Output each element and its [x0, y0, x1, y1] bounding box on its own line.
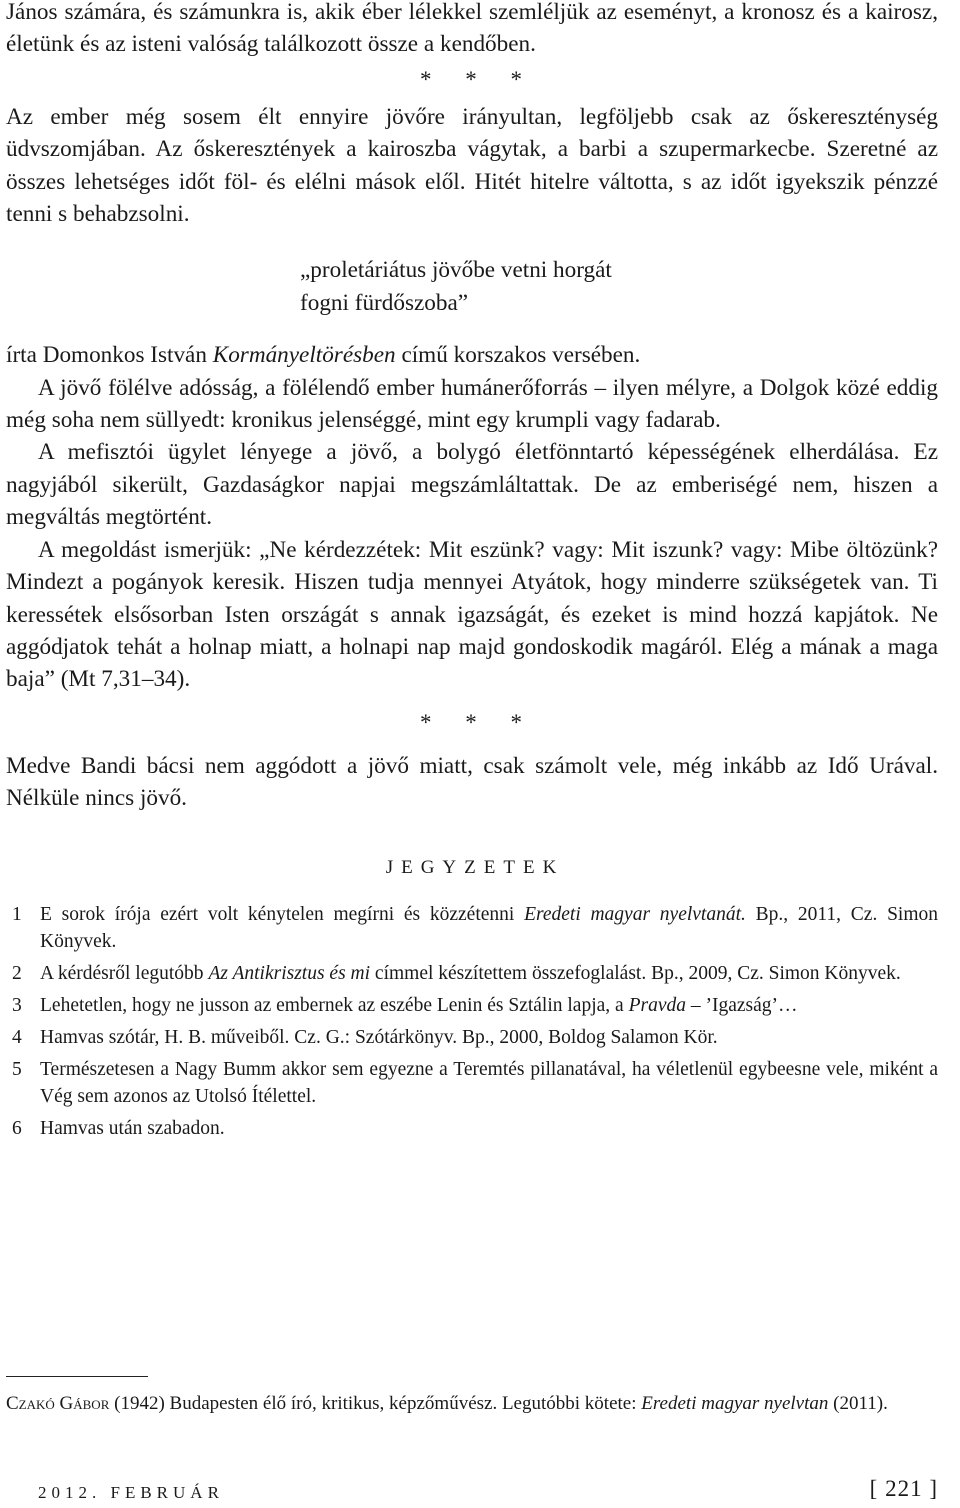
note-text-part: A kérdésről legutóbb: [40, 962, 209, 984]
note-text: [40, 992, 938, 1019]
bio-text: (2011).: [828, 1393, 888, 1414]
bio-text: (1942) Budapesten élő író, kritikus, képzőművész. Legutóbbi kötete:: [109, 1393, 642, 1414]
note-text-part: címmel készítettem összefoglalást. Bp., 2009, Cz. Simon Könyvek.: [370, 962, 901, 984]
author-name: Czakó Gábor: [6, 1393, 110, 1414]
notes-list: [6, 901, 938, 1142]
note-number: 4: [12, 1026, 22, 1048]
note-item: [6, 1056, 938, 1110]
bio-book-title: Eredeti magyar nyelvtan: [641, 1393, 829, 1414]
note-text: [40, 901, 938, 955]
note-text: [40, 1056, 938, 1110]
paragraph: [6, 0, 938, 61]
note-item: [6, 1115, 938, 1142]
note-item: [6, 901, 938, 955]
paragraph-text: írta Domonkos István: [6, 342, 213, 369]
note-item: [6, 992, 938, 1019]
note-italic: Eredeti magyar nyelvtanát.: [524, 903, 746, 925]
work-title: Kormányeltörésben: [212, 342, 396, 369]
paragraph: [6, 101, 938, 231]
author-bio: [6, 1390, 938, 1417]
paragraph: [6, 339, 938, 371]
section-separator: * * *: [420, 66, 536, 92]
note-number: 1: [12, 903, 22, 925]
paragraph: [6, 750, 938, 815]
note-text-part: Hamvas szótár, H. B. műveiből. Cz. G.: Szótárkönyv. Bp., 2000, Boldog Salamon Kör.: [40, 1026, 718, 1048]
notes-heading: JEGYZETEK: [385, 856, 565, 878]
paragraph-text: A jövő fölélve adósság, a fölélendő ember humánerőforrás – ilyen mélyre, a Dolgok közé eddig még soha nem süllyedt: kronikus jelenséggé, mint egy krumpli vagy fadarab.: [6, 374, 938, 434]
note-number: 3: [12, 994, 22, 1016]
quote-line: fogni fürdőszoba”: [300, 289, 469, 316]
note-text-part: Természetesen a Nagy Bumm akkor sem egyezne a Teremtés pillanatával, ha véletlenül egybeesne vele, miként a Vég sem azonos az Utolsó Ítélettel.: [40, 1058, 938, 1107]
article-body: [6, 0, 938, 1147]
paragraph-text: A megoldást ismerjük: „Ne kérdezzétek: Mit eszünk? vagy: Mit iszunk? vagy: Mibe öltözünk? Mindezt a pogányok keresik. Hiszen tudja mennyei Atyátok, hogy minderre szükségetek van. Ti keressétek elsősorban Isten országát s annak igazságát, és ezeket is mind hozzá kapjátok. Ne aggódjatok tehát a holnap miatt, a holnapi nap majd gondoskodik magáról. Elég a mának a maga baja” (Mt 7,31–34).: [6, 536, 938, 693]
paragraph: [6, 534, 938, 696]
note-italic: Pravda: [628, 994, 686, 1016]
poem-quote: [6, 254, 938, 319]
note-text-part: Bp., 2011, Cz. Simon Könyvek.: [40, 903, 939, 952]
quote-line: „proletáriátus jövőbe vetni horgát: [300, 257, 612, 284]
note-number: 2: [12, 962, 22, 984]
page-number: [ 221 ]: [869, 1476, 938, 1501]
note-text: [40, 1024, 938, 1051]
note-number: 5: [12, 1058, 22, 1080]
note-item: [6, 960, 938, 987]
paragraph-text: Az ember még sosem élt ennyire jövőre irányultan, legföljebb csak az őskereszténység üdvszomjában. Az őskeresztények a kairoszba vágytak, a barbi a szupermarkecbe. Szeretné az összes lehetséges időt föl- és elélni mások elől. Hitét hitelre váltotta, s az időt igyekszik pénzzé tenni s behabzsolni.: [6, 103, 938, 228]
paragraph: [6, 372, 938, 437]
note-italic: Az Antikrisztus és mi: [208, 962, 371, 984]
paragraph-text: Medve Bandi bácsi nem aggódott a jövő miatt, csak számolt vele, még inkább az Idő Urával. Nélküle nincs jövő.: [6, 752, 938, 812]
footnote-divider: [6, 1376, 148, 1377]
paragraph-text: című korszakos versében.: [395, 342, 641, 369]
note-text-part: Hamvas után szabadon.: [40, 1117, 225, 1139]
note-text-part: Lehetetlen, hogy ne jusson az embernek az eszébe Lenin és Sztálin lapja, a: [40, 994, 629, 1016]
note-text-part: E sorok írója ezért volt kénytelen megírni és közzétenni: [40, 903, 525, 925]
paragraph-text: A mefisztói ügylet lényege a jövő, a bolygó életfönntartó képességének elherdálása. Ez nagyjából sikerült, Gazdaságkor napjai megszámláltattak. De az emberiségé nem, hiszen a megváltás megtörtént.: [6, 439, 938, 531]
issue-date: 2012. FEBRUÁR: [38, 1483, 224, 1502]
note-text-part: – ’Igazság’…: [685, 994, 798, 1016]
note-text: [40, 960, 938, 987]
section-separator: * * *: [420, 709, 536, 735]
page-footer: [38, 1476, 938, 1508]
note-text: [40, 1115, 938, 1142]
paragraph-text: János számára, és számunkra is, akik éber lélekkel szemléljük az eseményt, a kronosz és a kairosz, életünk és az isteni valóság találkozott össze a kendőben.: [6, 0, 938, 58]
note-number: 6: [12, 1117, 22, 1139]
note-item: [6, 1024, 938, 1051]
paragraph: [6, 436, 938, 533]
